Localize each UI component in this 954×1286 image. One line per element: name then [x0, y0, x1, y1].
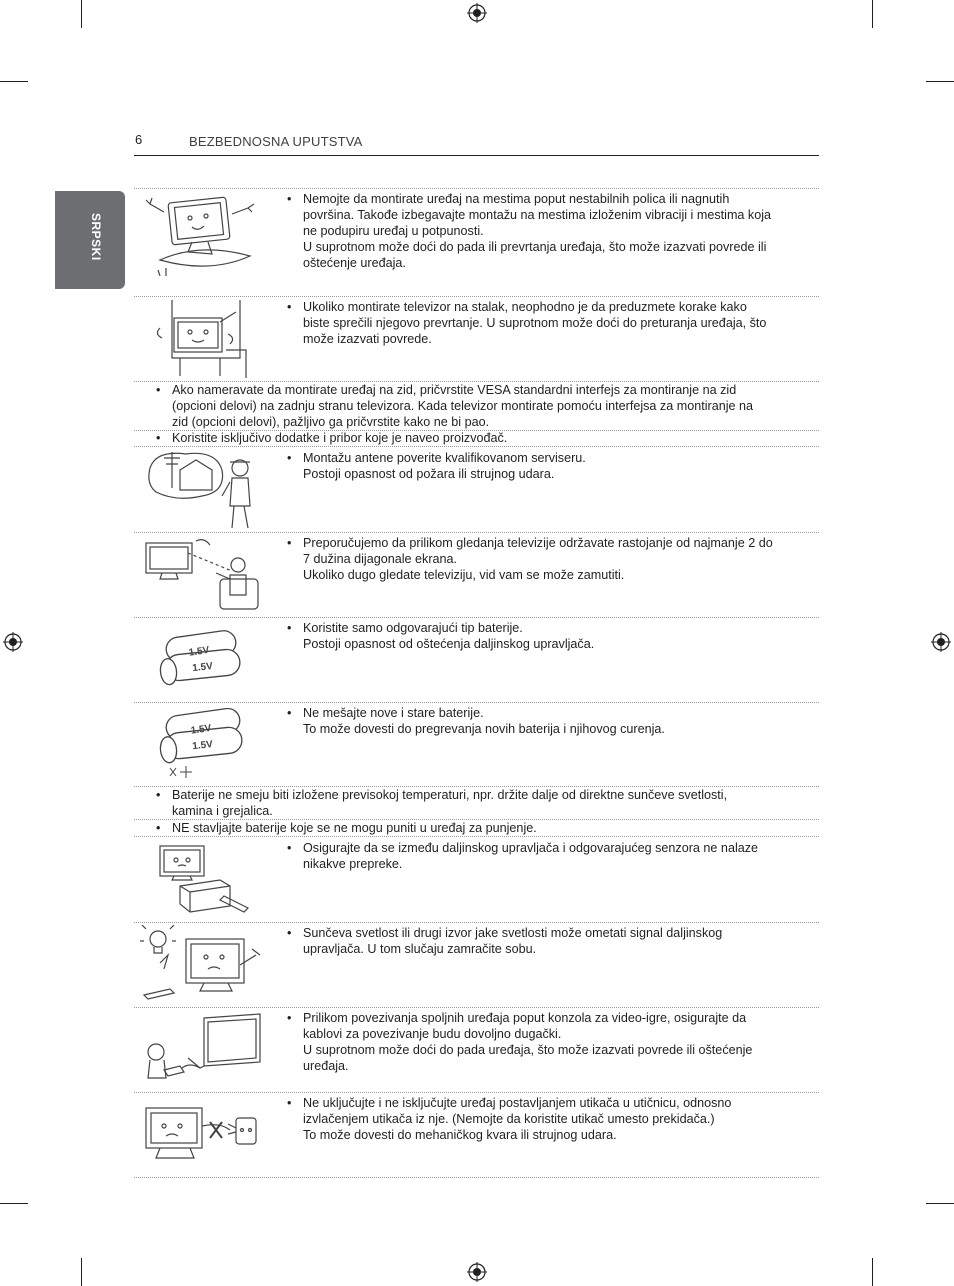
- separator: [134, 1007, 819, 1008]
- viewing-distance-illustration: [140, 535, 262, 615]
- language-tab-label: SRPSKI: [89, 213, 103, 261]
- separator: [134, 1177, 819, 1178]
- separator: [134, 296, 819, 297]
- language-tab: [55, 191, 125, 289]
- registration-mark-icon: [467, 3, 487, 23]
- header-rule: [134, 155, 819, 156]
- antenna-installation-illustration: [146, 448, 258, 530]
- separator: [134, 532, 819, 533]
- safety-item-battery-type: • Koristite samo odgovarajući tip baterije. Postoji opasnost od oštećenja daljinskog upravljača.: [287, 621, 595, 651]
- safety-item-cable-length: • Prilikom povezivanja spoljnih uređaja poput konzola za video-igre, osigurajte da kablovi za povezivanje budu dovoljno dugački. U suprotnom može doći do pada uređaja, što može izazvati povrede ili oštećenje uređaja.: [287, 1011, 753, 1073]
- safety-item-accessories: • Koristite isključivo dodatke i pribor koje je naveo proizvođač.: [156, 431, 508, 445]
- safety-item-remote-obstacles: • Osigurajte da se između daljinskog upravljača i odgovarajućeg senzora ne nalaze nikakve prepreke.: [287, 841, 759, 871]
- strong-light-illustration: [140, 925, 262, 1005]
- mixed-batteries-illustration: [154, 708, 249, 782]
- separator: [134, 188, 819, 189]
- safety-item-plug-switch: • Ne uključujte i ne isključujte uređaj postavljanjem utikača u utičnicu, odnosno izvlačenjem utikača iz nje. (Nemojte da koristite utikač umesto prekidača.) To može dovesti do mehaničkog kvara ili strujnog udara.: [287, 1096, 732, 1142]
- battery-label: 1.5V: [188, 644, 211, 659]
- external-device-illustration: [140, 1012, 265, 1084]
- safety-item-wall-mount: • Ako nameravate da montirate uređaj na zid, pričvrstite VESA standardni interfejs za montiranje na zid (opcioni delovi) na zadnju stranu televizora. Kada televizor montirate pomoću interfejsa za montiranje na zid (opcioni delovi), pažljivo ga pričvrstite kako ne bi pao.: [156, 383, 754, 429]
- safety-item-strong-light: • Sunčeva svetlost ili drugi izvor jake svetlosti može ometati signal daljinskog upravljača. U tom slučaju zamračite sobu.: [287, 926, 723, 956]
- plug-switch-illustration: [140, 1102, 262, 1168]
- registration-mark-icon: [931, 632, 951, 652]
- safety-item-unstable-surface: • Nemojte da montirate uređaj na mestima poput nestabilnih polica ili nagnutih površina. Takođe izbegavajte montažu na mestima izloženim vibraciji i mestima koja ne podupiru uređaj u potpunosti. U suprotnom može doći do pada ili prevrtanja uređaja, što može izazvati povrede ili oštećenje uređaja.: [287, 192, 772, 270]
- separator: [134, 922, 819, 923]
- batteries-illustration: [152, 630, 247, 688]
- safety-item-antenna: • Montažu antene poverite kvalifikovanom serviseru. Postoji opasnost od požara ili strujnog udara.: [287, 451, 586, 481]
- battery-label: 1.5V: [190, 722, 213, 737]
- registration-mark-icon: [3, 632, 23, 652]
- battery-label: 1.5V: [191, 661, 214, 675]
- remote-obstacle-illustration: [150, 840, 260, 918]
- tilted-tv-illustration: [140, 190, 265, 276]
- tv-stand-wall-illustration: [150, 298, 250, 378]
- battery-label: 1.5V: [191, 739, 214, 753]
- page-number: 6: [135, 132, 143, 147]
- safety-item-mix-batteries: • Ne mešajte nove i stare baterije. To može dovesti do pregrevanja novih baterija i njihovog curenja.: [287, 706, 665, 736]
- separator: [134, 702, 819, 703]
- separator: [134, 617, 819, 618]
- safety-item-no-charging: • NE stavljajte baterije koje se ne mogu puniti u uređaj za punjenje.: [156, 821, 537, 835]
- page-header: BEZBEDNOSNA UPUTSTVA: [189, 134, 363, 149]
- separator: [134, 446, 819, 447]
- safety-item-viewing-distance: • Preporučujemo da prilikom gledanja televizije održavate rastojanje od najmanje 2 do 7 dužina dijagonale ekrana. Ukoliko dugo gledate televiziju, vid vam se može zamutiti.: [287, 536, 773, 582]
- safety-item-stand-mount: • Ukoliko montirate televizor na stalak, neophodno je da preduzmete korake kako biste sprečili njegovo prevrtanje. U suprotnom može doći do preturanja uređaja, što može izazvati povrede.: [287, 300, 767, 346]
- registration-mark-icon: [467, 1262, 487, 1282]
- separator: [134, 836, 819, 837]
- safety-item-battery-heat: • Baterije ne smeju biti izložene previsokoj temperaturi, npr. držite dalje od direktne sunčeve svetlosti, kamina i grejalica.: [156, 788, 728, 818]
- separator: [134, 1092, 819, 1093]
